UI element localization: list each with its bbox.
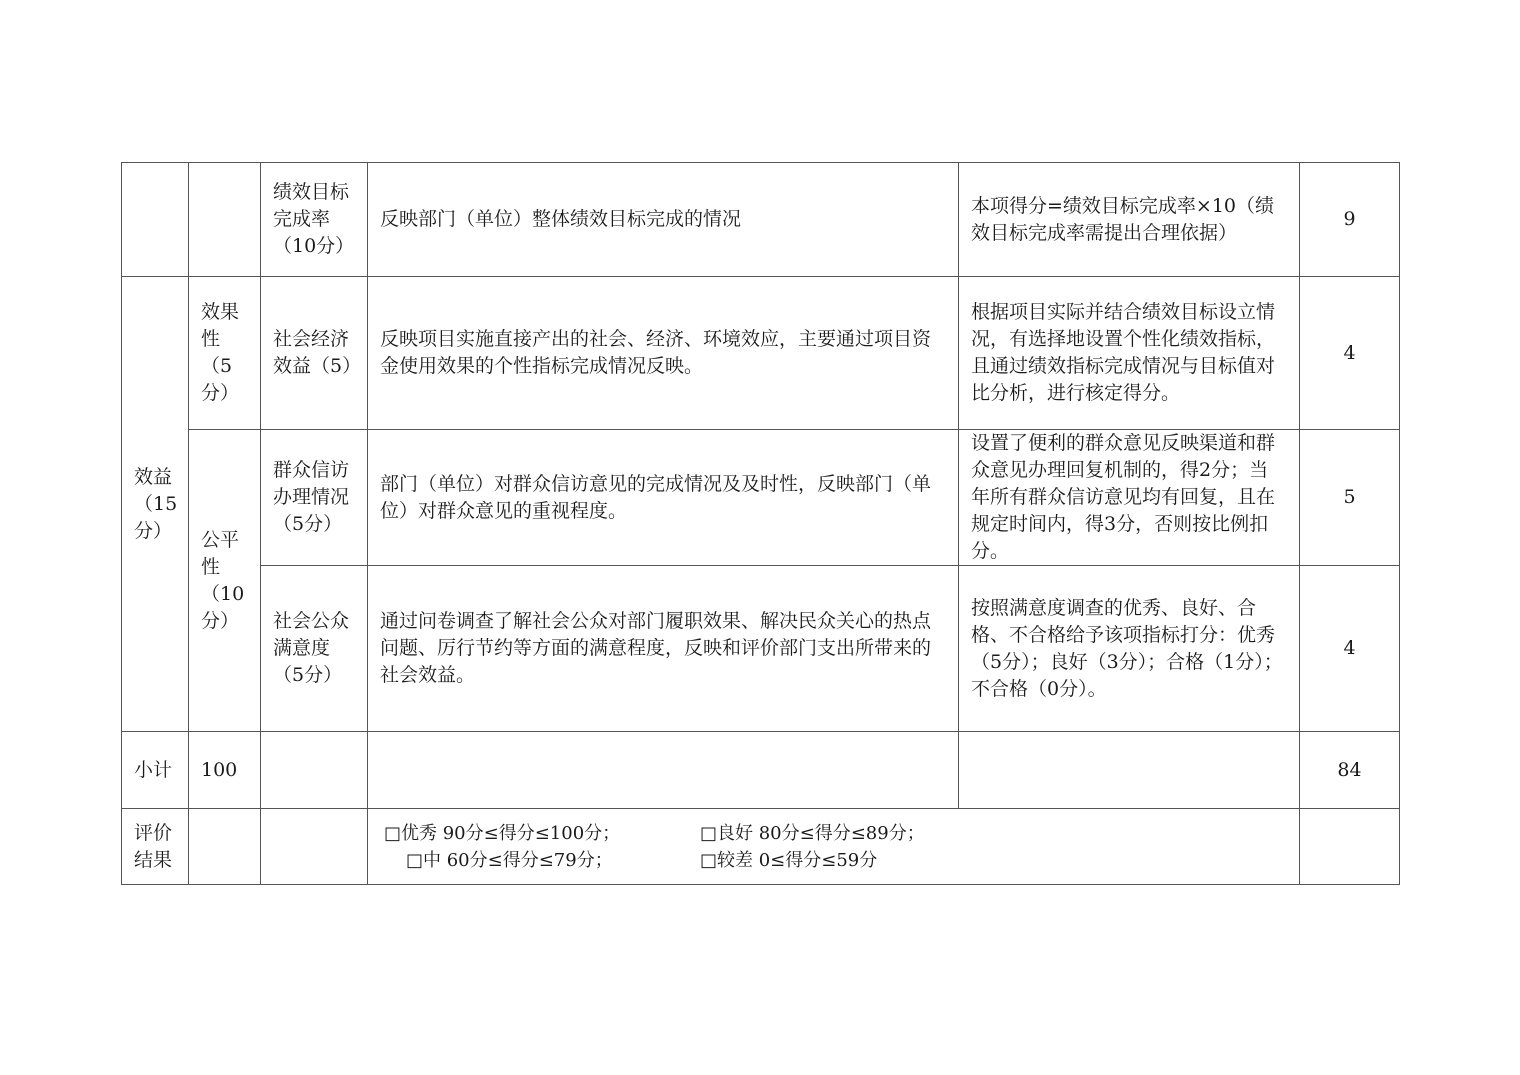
subtotal-score: 84 <box>1337 758 1362 781</box>
table-row <box>122 430 1400 566</box>
subtotal-label: 小计 <box>134 758 173 781</box>
empty-cell <box>1300 809 1400 885</box>
criteria-text: 设置了便利的群众意见反映渠道和群众意见办理回复机制的，得2分；当年所有群众信访意见均有回复，且在规定时间内，得3分，否则按比例扣分。 <box>971 432 1276 562</box>
score-value: 5 <box>1343 486 1356 508</box>
effect-subcategory-cell <box>189 277 261 430</box>
evaluation-options-cell <box>368 809 1300 885</box>
category-cell-empty <box>122 163 189 277</box>
fairness-subcategory-cell <box>189 430 261 732</box>
score-cell <box>1300 277 1400 430</box>
excellent-option[interactable]: □优秀 90分≤得分≤100分； <box>384 822 621 844</box>
description-cell <box>368 430 959 566</box>
table-row <box>122 163 1400 277</box>
subtotal-row <box>122 732 1400 809</box>
medium-option[interactable]: □中 60分≤得分≤79分； <box>406 849 613 871</box>
indicator-label: 社会公众满意度（5分） <box>273 610 350 686</box>
description-text: 反映部门（单位）整体绩效目标完成的情况 <box>380 208 742 230</box>
empty-cell <box>261 809 368 885</box>
evaluation-label: 评价结果 <box>134 821 173 871</box>
poor-option[interactable]: □较差 0≤得分≤59分 <box>700 849 878 871</box>
subcategory-label: 效果性（5分） <box>201 301 240 404</box>
criteria-cell <box>959 566 1300 732</box>
evaluation-row <box>122 809 1400 885</box>
empty-cell <box>261 732 368 809</box>
evaluation-label-cell <box>122 809 189 885</box>
category-label: 效益（15分） <box>134 465 178 542</box>
description-text: 部门（单位）对群众信访意见的完成情况及及时性，反映部门（单位）对群众意见的重视程度。 <box>380 472 932 522</box>
score-value: 9 <box>1343 208 1356 230</box>
empty-cell <box>189 809 261 885</box>
evaluation-line-2 <box>384 847 1287 874</box>
description-cell <box>368 163 959 277</box>
subcategory-cell-empty <box>189 163 261 277</box>
criteria-text: 根据项目实际并结合绩效目标设立情况，有选择地设置个性化绩效指标，且通过绩效指标完成情况与目标值对比分析，进行核定得分。 <box>971 301 1276 404</box>
subcategory-label: 公平性（10分） <box>201 528 245 632</box>
subtotal-max-cell <box>189 732 261 809</box>
criteria-cell <box>959 163 1300 277</box>
criteria-text: 按照满意度调查的优秀、良好、合格、不合格给予该项指标打分：优秀（5分）；良好（3分）；合格（1分）；不合格（0分）。 <box>971 596 1283 700</box>
good-option[interactable]: □良好 80分≤得分≤89分； <box>700 822 925 844</box>
indicator-cell <box>261 566 368 732</box>
subtotal-max: 100 <box>201 758 238 781</box>
criteria-cell <box>959 277 1300 430</box>
subtotal-label-cell <box>122 732 189 809</box>
criteria-cell <box>959 430 1300 566</box>
indicator-cell <box>261 163 368 277</box>
benefit-category-cell <box>122 277 189 732</box>
description-text: 通过问卷调查了解社会公众对部门履职效果、解决民众关心的热点问题、厉行节约等方面的满意程度，反映和评价部门支出所带来的社会效益。 <box>380 610 932 686</box>
score-cell <box>1300 566 1400 732</box>
table-row <box>122 277 1400 430</box>
description-cell <box>368 566 959 732</box>
score-cell <box>1300 430 1400 566</box>
score-value: 4 <box>1343 637 1356 659</box>
subtotal-score-cell <box>1300 732 1400 809</box>
evaluation-line-1 <box>384 820 1287 847</box>
indicator-label: 群众信访办理情况（5分） <box>273 459 350 535</box>
empty-cell <box>959 732 1300 809</box>
table-row <box>122 566 1400 732</box>
empty-cell <box>368 732 959 809</box>
indicator-cell <box>261 277 368 430</box>
performance-evaluation-table <box>121 162 1400 885</box>
score-cell <box>1300 163 1400 277</box>
indicator-label: 绩效目标完成率（10分） <box>273 181 355 257</box>
indicator-label: 社会经济效益（5） <box>273 328 362 377</box>
description-cell <box>368 277 959 430</box>
description-text: 反映项目实施直接产出的社会、经济、环境效应，主要通过项目资金使用效果的个性指标完成情况反映。 <box>380 328 932 377</box>
indicator-cell <box>261 430 368 566</box>
criteria-text: 本项得分=绩效目标完成率×10（绩效目标完成率需提出合理依据） <box>971 194 1275 244</box>
score-value: 4 <box>1343 341 1356 364</box>
